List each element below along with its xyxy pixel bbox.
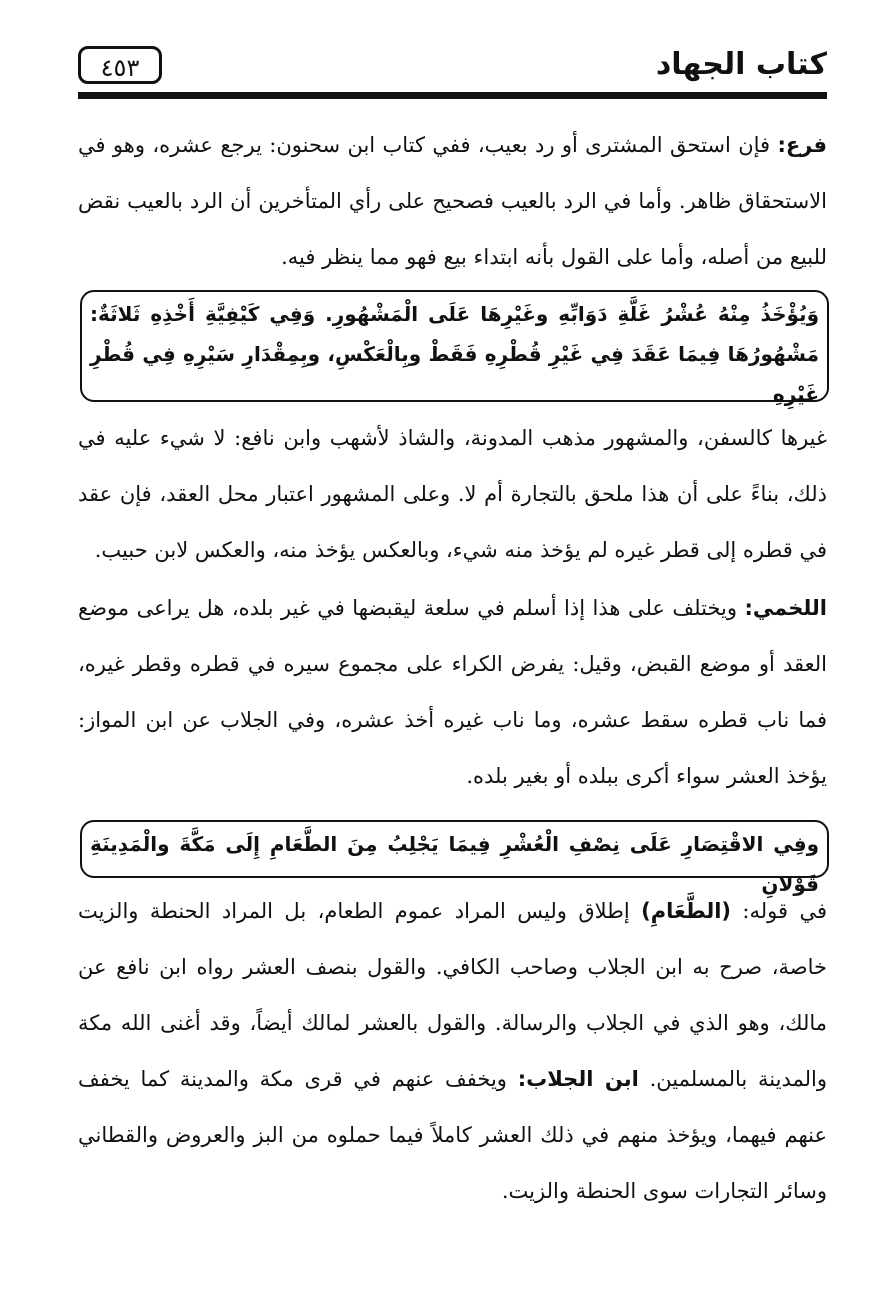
quoted-term: (الطَّعَامِ) [641, 899, 732, 923]
commentary-paragraph-2 [78, 410, 827, 578]
paragraph-text: غيرها كالسفن، والمشهور مذهب المدونة، والشاذ لأشهب وابن نافع: لا شيء عليه في ذلك، بناءً على أن هذا ملحق بالتجارة أم لا. وعلى المشهور اعتبار محل العقد، فإن عقد في قطره إلى قطر غيره لم يؤخذ منه شيء، وبالعكس يؤخذ منه، والعكس لابن حبيب. [78, 426, 827, 562]
book-title: كتاب الجهاد [655, 47, 827, 82]
page-number: ٤٥٣ [78, 46, 162, 84]
matn-box-2 [80, 820, 829, 896]
matn-box-1 [80, 290, 829, 406]
section-lead-ibn-jallab: ابن الجلاب: [517, 1067, 639, 1091]
commentary-paragraph-3 [78, 580, 827, 804]
commentary-paragraph-4 [78, 883, 827, 1219]
paragraph-text: في قوله: [731, 899, 828, 923]
paragraph-text: إطلاق وليس المراد عموم الطعام، بل المراد الحنطة والزيت خاصة، صرح به ابن الجلاب وصاحب الكافي. والقول بنصف العشر رواه ابن نافع عن مالك، وهو الذي في الجلاب والرسالة. والقول بالعشر لمالك أيضاً، وقد أغنى الله مكة والمدينة بالمسلمين. [78, 899, 827, 1091]
paragraph-text: فإن استحق المشترى أو رد بعيب، ففي كتاب ابن سحنون: يرجع عشره، وهو في الاستحقاق ظاهر. وأما في الرد بالعيب فصحيح على رأي المتأخرين أن الرد بالعيب نقض للبيع من أصله، وأما على القول بأنه ابتداء بيع فهو مما ينظر فيه. [78, 133, 827, 269]
paragraph-text: ويخفف عنهم في قرى مكة والمدينة كما يخفف عنهم فيهما، ويؤخذ منهم في ذلك العشر كاملاً فيما حملوه من البز والعروض والقطاني وسائر التجارات سوى الحنطة والزيت. [78, 1067, 827, 1203]
matn-text: وفِي الاقْتِصَارِ عَلَى نِصْفِ الْعُشْرِ فِيمَا يَجْلِبُ مِنَ الطَّعَامِ إِلَى مَكَّةَ والْمَدِينَةِ قَوْلانِ [90, 832, 819, 896]
header-rule [78, 92, 827, 99]
section-lead-lakhmi: اللخمي: [744, 596, 827, 620]
page-header [78, 40, 827, 100]
paragraph-text: ويختلف على هذا إذا أسلم في سلعة ليقبضها في غير بلده، هل يراعى موضع العقد أو موضع القبض، وقيل: يفرض الكراء على مجموع سيره في قطره وقطر غيره، فما ناب قطره سقط عشره، وما ناب غيره أخذ عشره، وفي الجلاب عن ابن المواز: يؤخذ العشر سواء أكرى ببلده أو بغير بلده. [78, 596, 827, 788]
matn-text: وَيُؤْخَذُ مِنْهُ عُشْرُ غَلَّةِ دَوَابِّهِ وغَيْرِهَا عَلَى الْمَشْهُورِ. وَفِي كَيْفِيَّةِ أَخْذِهِ ثَلاثَةٌ: مَشْهُورُهَا فِيمَا عَقَدَ فِي غَيْرِ قُطْرِهِ فَقَطْ وبِالْعَكْسِ، وبِمِقْدَارِ سَيْرِهِ فِي قُطْرِ غَيْرِهِ [90, 302, 819, 406]
section-lead-far: فرع: [777, 133, 827, 157]
commentary-paragraph-1 [78, 117, 827, 285]
